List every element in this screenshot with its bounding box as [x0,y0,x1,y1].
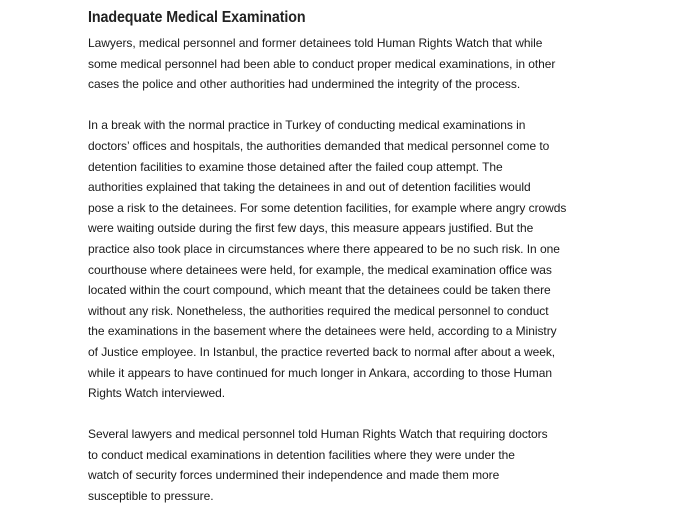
paragraph-2 [88,115,648,403]
section-title: Inadequate Medical Examination [88,9,306,26]
paragraph-line: pose a risk to the detainees. For some detention facilities, for example where angry crowds [88,200,567,215]
paragraph-line: detention facilities to examine those detained after the failed coup attempt. The [88,159,503,174]
paragraph-1 [88,33,648,95]
paragraph-line: susceptible to pressure. [88,489,214,504]
paragraph-spacer [88,95,648,116]
paragraph-line: Lawyers, medical personnel and former detainees told Human Rights Watch that while [88,36,543,50]
paragraph-line: cases the police and other authorities had undermined the integrity of the process. [88,77,521,92]
paragraph-line: practice also took place in circumstances where there appeared to be no such risk. In one [88,241,560,256]
document-page [88,6,648,507]
paragraph-line: the examinations in the basement where the detainees were held, according to a Ministry [88,324,557,339]
paragraph-line: watch of security forces undermined their independence and made them more [88,468,500,483]
paragraph-line: to conduct medical examinations in detention facilities where they were under the [88,447,515,462]
paragraph-line: Several lawyers and medical personnel told Human Rights Watch that requiring doctors [88,427,548,442]
paragraph-line: authorities explained that taking the detainees in and out of detention facilities would [88,180,531,195]
paragraph-line: of Justice employee. In Istanbul, the practice reverted back to normal after about a week, [88,344,556,359]
paragraph-3 [88,424,648,506]
paragraph-line: were waiting outside during the first few days, this measure appears justified. But the [88,221,534,236]
paragraph-line: courthouse where detainees were held, for example, the medical examination office was [88,262,552,277]
paragraph-line: located within the court compound, which meant that the detainees could be taken there [88,283,551,298]
paragraph-line: some medical personnel had been able to conduct proper medical examinations, in other [88,56,556,71]
paragraph-line: while it appears to have continued for much longer in Ankara, according to those Human [88,365,552,380]
paragraph-line: without any risk. Nonetheless, the authorities required the medical personnel to conduct [88,303,549,318]
paragraph-line: Rights Watch interviewed. [88,386,226,401]
paragraph-line: In a break with the normal practice in Turkey of conducting medical examinations in [88,118,526,133]
paragraph-spacer [88,404,648,425]
paragraph-line: doctors’ offices and hospitals, the authorities demanded that medical personnel come to [88,138,550,153]
